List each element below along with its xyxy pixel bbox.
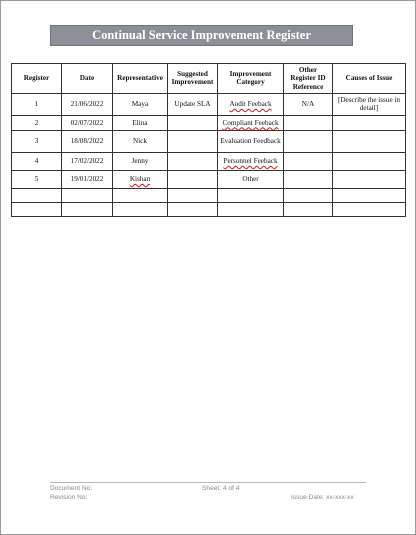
cell-date: 17/02/2022 — [62, 152, 113, 170]
cell-other-register-id — [284, 115, 333, 130]
cell-other-register-id: N/A — [284, 93, 333, 115]
cell-register: 1 — [12, 93, 62, 115]
cell-improvement-category — [218, 93, 284, 115]
table-row — [12, 188, 406, 202]
cell-register: 2 — [12, 115, 62, 130]
cell-improvement-category — [218, 152, 284, 170]
table-row — [12, 152, 406, 170]
footer-document-no: Document No: — [50, 485, 93, 492]
cell-other-register-id — [284, 130, 333, 152]
header-suggested-improvement: Suggested Improvement — [168, 64, 218, 94]
cell-suggested-improvement: Update SLA — [168, 93, 218, 115]
cell-representative — [113, 170, 168, 188]
register-table — [11, 63, 406, 217]
cell-improvement-category: Other — [218, 170, 284, 188]
cell-suggested-improvement — [168, 202, 218, 216]
header-representative: Representative — [113, 64, 168, 94]
cell-other-register-id — [284, 152, 333, 170]
table-row — [12, 170, 406, 188]
cell-improvement-category — [218, 202, 284, 216]
cell-date — [62, 202, 113, 216]
cell-register: 3 — [12, 130, 62, 152]
cell-register: 5 — [12, 170, 62, 188]
cell-causes-of-issue: [Describe the issue in detail] — [333, 93, 406, 115]
footer-issue-date: Issue Date: xx-xxx-xx — [291, 494, 354, 501]
cell-improvement-category: Evaluation Feedback — [218, 130, 284, 152]
representative-text: Kishan — [129, 175, 151, 184]
cell-other-register-id — [284, 188, 333, 202]
header-other-register-id: Other Register ID Reference — [284, 64, 333, 94]
cell-representative — [113, 188, 168, 202]
cell-other-register-id — [284, 170, 333, 188]
cell-representative: Elina — [113, 115, 168, 130]
footer-sheet: Sheet: 4 of 4 — [202, 485, 240, 492]
cell-suggested-improvement — [168, 115, 218, 130]
table-row — [12, 202, 406, 216]
page-title: Continual Service Improvement Register — [50, 25, 353, 46]
cell-causes-of-issue — [333, 115, 406, 130]
cell-date — [62, 188, 113, 202]
cell-causes-of-issue — [333, 130, 406, 152]
table-row — [12, 115, 406, 130]
cell-suggested-improvement — [168, 170, 218, 188]
cell-causes-of-issue — [333, 170, 406, 188]
cell-causes-of-issue — [333, 188, 406, 202]
cell-suggested-improvement — [168, 130, 218, 152]
cell-date: 21/06/2022 — [62, 93, 113, 115]
header-register: Register — [12, 64, 62, 94]
cell-suggested-improvement — [168, 152, 218, 170]
table-row — [12, 130, 406, 152]
header-date: Date — [62, 64, 113, 94]
cell-improvement-category — [218, 115, 284, 130]
cell-register — [12, 202, 62, 216]
header-causes-of-issue: Causes of Issue — [333, 64, 406, 94]
cell-date: 19/01/2022 — [62, 170, 113, 188]
cell-date: 18/08/2022 — [62, 130, 113, 152]
cell-date: 02/07/2022 — [62, 115, 113, 130]
cell-suggested-improvement — [168, 188, 218, 202]
cell-representative: Maya — [113, 93, 168, 115]
cell-other-register-id — [284, 202, 333, 216]
table-row — [12, 93, 406, 115]
header-improvement-category: Improvement Category — [218, 64, 284, 94]
footer-revision-no: Revision No: — [50, 494, 88, 501]
cell-register — [12, 188, 62, 202]
cell-causes-of-issue — [333, 152, 406, 170]
category-text: Compliant Feeback — [222, 118, 279, 127]
cell-causes-of-issue — [333, 202, 406, 216]
cell-register: 4 — [12, 152, 62, 170]
cell-improvement-category — [218, 188, 284, 202]
category-text: Audit Feeback — [229, 100, 272, 109]
cell-representative: Nick — [113, 130, 168, 152]
footer-divider — [50, 482, 366, 483]
table-header-row — [12, 64, 406, 94]
category-text: Personnel Feeback — [223, 157, 278, 166]
cell-representative — [113, 202, 168, 216]
cell-representative: Jenny — [113, 152, 168, 170]
